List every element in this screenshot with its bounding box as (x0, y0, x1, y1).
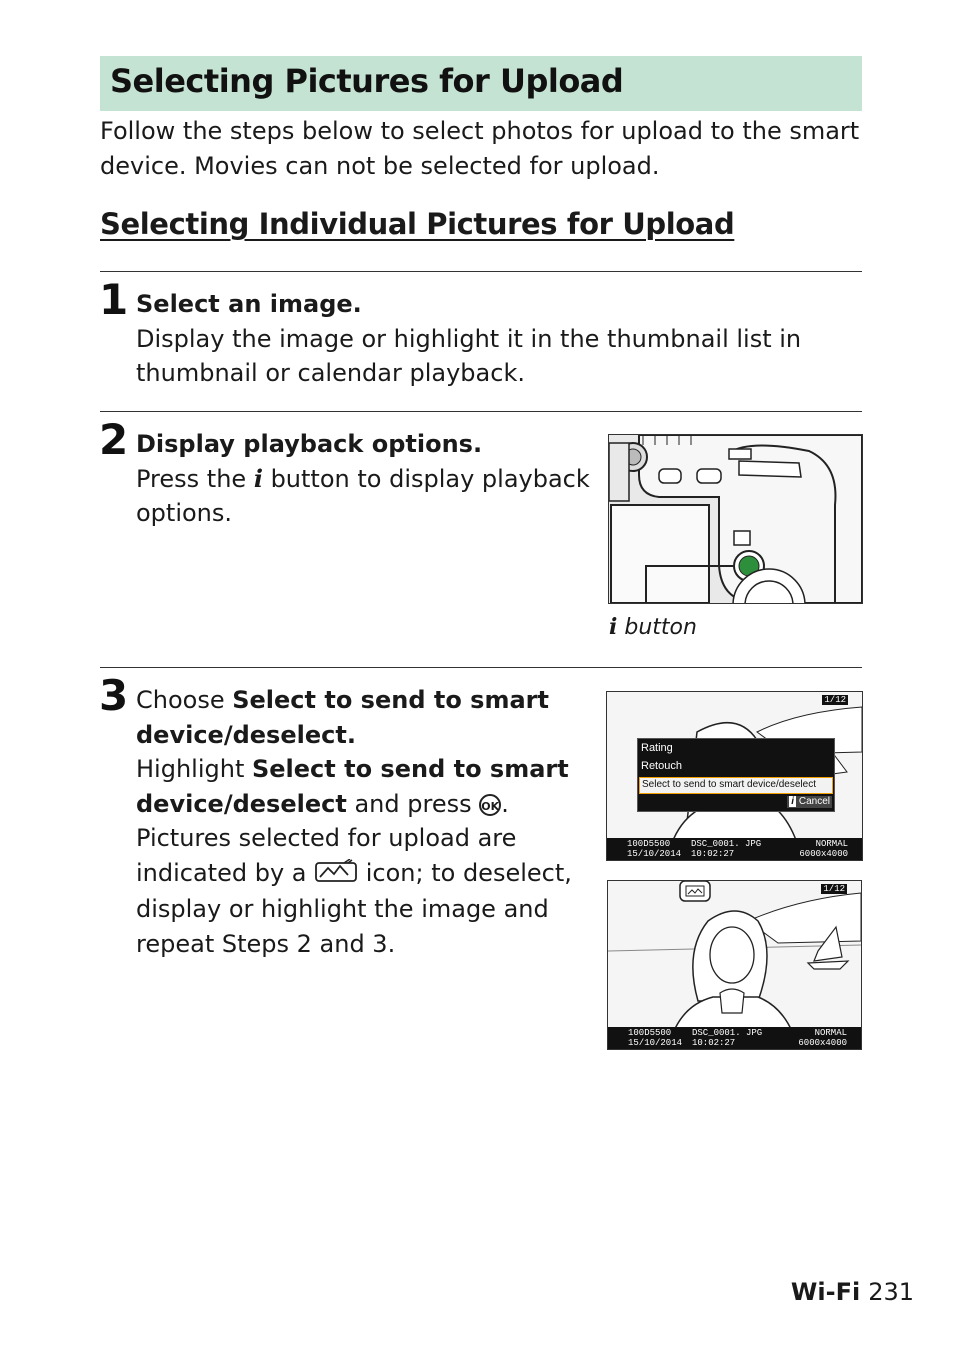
camera-drawing (609, 435, 862, 603)
caption-text: button (617, 615, 697, 640)
step-3-heading (136, 683, 576, 752)
menu-item-send: Select to send to smart device/deselect (642, 779, 816, 790)
info-file-name: DSC_0001. JPG (692, 1028, 763, 1038)
step-2-body-post: button to display playback options. (136, 464, 590, 527)
intro-paragraph: Follow the steps below to select photos for upload to the smart device. Movies can not be selected for upload. (100, 117, 860, 180)
info-time: 10:02:27 (692, 1038, 736, 1048)
cancel-hint[interactable] (787, 796, 832, 808)
step-3-number: 3 (99, 671, 129, 720)
figure-caption (609, 614, 697, 640)
step-1-body: Display the image or highlight it in the thumbnail list in thumbnail or calendar playback. (136, 324, 802, 387)
step-2-body (136, 462, 596, 531)
camera-back-illustration (608, 434, 863, 604)
menu-item-send-highlight[interactable] (639, 777, 833, 794)
image-counter: 1/12 (824, 695, 846, 705)
title-banner (100, 56, 862, 111)
caption-i-glyph: i (609, 614, 618, 640)
step-2-body-pre: Press the (136, 464, 254, 493)
info-time: 10:02:27 (691, 849, 735, 859)
step-2-number: 2 (99, 415, 129, 464)
info-quality: NORMAL (815, 839, 848, 849)
info-folder: 100D5500 (628, 1028, 672, 1038)
step-3-body-bold: Select to send to smart device/deselect (136, 755, 569, 818)
info-size: 6000x4000 (799, 849, 848, 859)
step-3-body-1: Highlight (136, 755, 252, 783)
footer-section: Wi-Fi (790, 1278, 861, 1306)
step-3-body-2: and press (346, 789, 480, 818)
step-divider (100, 271, 862, 272)
step-1-text (136, 287, 836, 391)
page-number: 231 (868, 1278, 914, 1306)
menu-item-rating[interactable]: Rating (641, 742, 673, 754)
step-3-heading-bold: Select to send to smart device/deselect. (136, 686, 549, 749)
portrait-illustration (608, 881, 861, 1049)
info-folder: 100D5500 (627, 839, 671, 849)
i-button-glyph: i (253, 463, 263, 493)
info-date: 15/10/2014 (627, 849, 682, 859)
step-3-text (136, 683, 576, 961)
marked-image-screen (607, 880, 862, 1050)
cancel-label: Cancel (798, 796, 830, 807)
ok-button-icon: OK (479, 794, 501, 816)
section-subheading: Selecting Individual Pictures for Upload (100, 207, 735, 241)
step-3-heading-pre: Choose (136, 686, 233, 714)
page-title: Selecting Pictures for Upload (110, 62, 624, 100)
info-quality: NORMAL (814, 1028, 847, 1038)
send-to-smart-device-icon (314, 858, 358, 893)
image-counter: 1/12 (823, 884, 845, 894)
i-key-icon: i (791, 796, 795, 807)
info-file-name: DSC_0001. JPG (691, 839, 762, 849)
menu-item-retouch[interactable]: Retouch (641, 760, 682, 772)
playback-options-menu (637, 738, 835, 812)
step-divider (100, 411, 862, 412)
page-footer (791, 1278, 914, 1306)
step-3-body-4: icon; to deselect, display or highlight the image and repeat Steps 2 and 3. (136, 858, 572, 958)
image-info-bar (608, 1027, 861, 1049)
info-size: 6000x4000 (798, 1038, 847, 1048)
step-3-body-3: . Pictures selected for upload are indicated by a (136, 789, 517, 887)
playback-menu-screen (606, 691, 863, 861)
step-2-text (136, 427, 596, 531)
image-info-bar (607, 838, 862, 860)
step-3-body (136, 752, 576, 961)
step-1-number: 1 (99, 275, 129, 324)
step-1-heading: Select an image. (136, 290, 362, 318)
step-2-heading: Display playback options. (136, 430, 483, 458)
info-date: 15/10/2014 (628, 1038, 683, 1048)
step-divider (100, 667, 862, 668)
